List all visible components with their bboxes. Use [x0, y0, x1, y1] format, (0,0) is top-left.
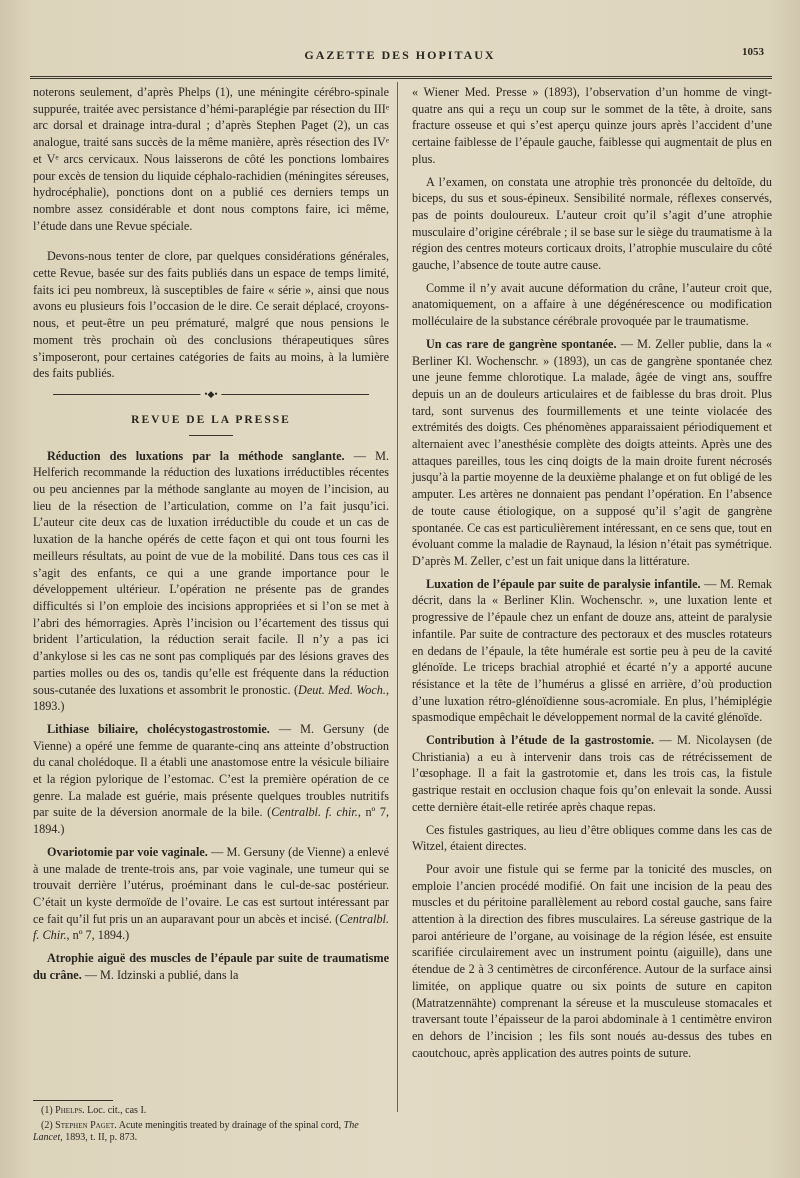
footnote-1: (1) Phelps. Loc. cit., cas I. — [41, 1105, 147, 1116]
footnote-author: Stephen Paget — [55, 1119, 115, 1131]
article-luxation-epaule — [412, 576, 772, 726]
journal-reference: Centralbl. f. Chir. — [33, 911, 389, 943]
article-body: — M. Zeller publie, dans la « Berliner Kl. Wochenschr. » (1893), un cas de gangrène spontanée chez une jeune femme chlorotique. La malade, âgée de vingt ans, souffre depuis un an de douleurs articulaires et de faiblesse du bras droit. Plus tard, sont survenus des fourmillements et une teinte violacée des extrémités des doigts. Ces phénomènes apparaissaient périodiquement et alternaient avec l’anesthésie complète des doigts atteints. Après une des attaques pareilles, tous les cinq doigts de la main droite furent nécrosés jusqu’à la partie moyenne de la deuxième phalange et on fut obligé de les amputer. Les artères ne donnaient pas pendant l’opération. En l’absence de toute cause étiologique, on a supposé qu’il s’agit de gangrène spontanée. Ce cas est particulièrement intéressant, en ce sens que, tout en évoluant comme la maladie de Raynaud, la lésion n’était pas symétrique. D’après M. Zeller, c’est un fait unique dans la littérature. — [412, 336, 773, 568]
article-title: Luxation de l’épaule par suite de paralysie infantile. — [426, 576, 701, 591]
article-body: — M. Gersuny (de Vienne) a enlevé à une malade de trente-trois ans, par voie vaginale, une tumeur qui se trouvait derrière l’utérus, proéminant dans le cul-de-sac postérieur. C’était un kyste dermoïde de l’ovaire. Le cas est surtout intéressant par ce fait qu’il fut pris un an auparavant pour un abcès et incisé. ( — [33, 844, 389, 926]
article-gastrostomie — [412, 732, 772, 816]
journal-reference: Deut. Med. Woch. — [298, 682, 386, 697]
article-lithiase: Lithiase biliaire, cholécystogastrostomie. — M. Gersuny (de Vienne) a opéré une femme de quarante-cinq ans atteinte d’obstruction du canal cholédoque. Il a établi une anastomose entre la vésicule biliaire et la région pylorique de l’estomac. C’est la première opération de ce genre. La malade est guérie, mais présente quelques troubles nutritifs par suite de la déversion anormale de la bile. (Centralbl. f. chir., nº 7, 1894.) — [33, 721, 390, 837]
ornament-dots-icon: •◆• — [200, 390, 221, 399]
running-title: GAZETTE DES HOPITAUX — [304, 48, 496, 62]
column-divider — [397, 82, 398, 1112]
article-title: Contribution à l’étude de la gastrostomie. — [426, 733, 655, 748]
article-body: — M. Helferich recommande la réduction des luxations irréductibles récentes ou peu anciennes par la méthode sanglante au moyen de l’incision, au lieu de la résection de l’articulation, comme on l’a fait jusqu’ici. L’auteur cite deux cas de luxation irréductible du coude et un cas de luxation de la hanche opérés de cette façon et qui ont tous fourni les meilleurs résultats, au point de vue de la mobilité. Dans tous ces cas il s’agit des enfants, ce qui a une grande importance pour le développement ultérieur. L’opération ne présente pas de grandes difficultés si l’on emploie des incisions appropriées et si l’on se met à l’abri des hémorragies. Après l’incision ou l’écartement des tissus qui brident l’articulation, la réduction serait facile. Il n’y a pas ici d’ankylose si les cas ne sont pas compliqués par des lésions graves des parties molles ou des os, tandis qu’elle est fréquente dans la réduction sous-cutanée des luxations et assombrit le pronostic. ( — [33, 448, 389, 697]
header-double-rule — [30, 76, 772, 79]
section-ornament — [53, 388, 369, 402]
paragraph: « Wiener Med. Presse » (1893), l’observation d’un homme de vingt-quatre ans qui a reçu un coup sur le sommet de la tête, à droite, sans fracture osseuse et qui s’est aperçu quinze jours après l’accident d’une certaine faiblesse de l’épaule gauche, faiblesse qui augmentait de plus en plus. — [412, 85, 772, 166]
section-heading: REVUE DE LA PRESSE — [131, 413, 291, 426]
article-title: Un cas rare de gangrène spontanée. — [426, 336, 617, 351]
paragraph: noterons seulement, d’après Phelps (1), une méningite cérébro-spinale suppurée, traitée avec persistance d’hémi-paraplégie par résection du IIIᵉ arc dorsal et drainage intra-dural ; d’après Stephen Paget (2), un cas analogue, traité sans succès de la même manière, après résection des IVᵉ et Vᵉ arcs cervicaux. Nous laisserons de côté les ponctions lombaires pour excès de tension du liquide céphalo-rachidien (méningites séreuses, hydrocéphalie), ponctions dont on a publié ces derniers temps un nombre assez considérable et dont nous comptons faire, ici même, l’étude dans une Revue spéciale. — [33, 85, 389, 233]
footnote-author: Phelps — [55, 1105, 83, 1116]
footnote-rule — [33, 1100, 113, 1101]
left-column — [33, 84, 389, 989]
article-body: — M. Nicolaysen (de Christiania) a eu à intervenir dans trois cas de rétrécissement de l’œsophage. Il a fait la gastrotomie et, dans les trois cas, la fistule gastrique restait en occlusion chaque fois qu’on enlevait la sonde. Aussi cette dernière était-elle retirée après chaque repas. — [412, 733, 773, 814]
paragraph: Pour avoir une fistule qui se ferme par la tonicité des muscles, on emploie l’ancien procédé modifié. On fait une incision de la peau des muscles et du péritoine parallèlement au rebord costal gauche, sans faire attention à la direction des fibres musculaires. La séreuse gastrique de la paroi antérieure de l’organe, au voisinage de la région lésée, est ensuite scarifiée circulairement avec un instrument pointu (aiguille), dans une étendue de 2 à 3 centimètres de circonférence. Autour de la surface ainsi limitée, on applique quatre ou six points de suture en capiton (Matratzennähte) comprenant la séreuse et la musculeuse stomacales et traversant toute l’épaisseur de la paroi abdominale à 1 centimètre environ en dehors de l’incision ; les fils sont noués au-dessus des tubes en caoutchouc, après application des autres points de suture. — [412, 861, 772, 1060]
article-title: Ovariotomie par voie vaginale. — [47, 844, 208, 859]
paragraph: Devons-nous tenter de clore, par quelques considérations générales, cette Revue, basée sur des faits publiés dans un espace de temps limité, faits ici peu nombreux, là susceptibles de faire « série », ainsi que nous avons eu plusieurs fois l’occasion de le dire. Ce serait déplacé, croyons-nous, et peut-être un peu prématuré, malgré que nous pensions le moment très prochain où des conclusions thérapeutiques sûres s’imposeront, pour certaines catégories de faits au moins, à la lumière des faits publiés. — [33, 249, 389, 381]
article-title: Réduction des luxations par la méthode sanglante. — [47, 448, 345, 463]
article-title: Lithiase biliaire, cholécystogastrostomie. — [47, 721, 270, 736]
journal-reference: Centralbl. f. chir. — [271, 805, 358, 820]
article-atrophie — [33, 950, 389, 983]
paragraph: Ces fistules gastriques, au lieu d’être obliques comme dans les cas de Witzel, étaient directes. — [412, 822, 772, 854]
page-header — [30, 46, 770, 68]
article-body: — M. Remak décrit, dans la « Berliner Klin. Wochenschr. », une luxation lente et progressive de l’épaule chez un enfant de douze ans, atteint de paralysie infantile. Par suite de contracture des pectoraux et des muscles rotateurs en dedans de l’épaule, la tête humérale est sortie peu à peu de la cavité glénoïde. Le triceps brachial atrophié et écarté n’y a apporté aucune résistance et la tête de l’humérus a glissé en arrière, d’où production d’une luxation rétro-glénoïdienne sous-acromiale. En plus, l’hémiplégie spasmodique empêchait le développement normal de la cavité glénoïde. — [412, 576, 773, 725]
article-body: — M. Idzinski a publié, dans la — [81, 967, 239, 982]
page-number: 1053 — [742, 46, 764, 58]
footnotes — [33, 1100, 389, 1147]
article-gangrene — [412, 336, 772, 570]
article-body: — M. Gersuny (de Vienne) a opéré une femme de quarante-cinq ans atteinte d’obstruction du canal cholédoque. Il a établi une anastomose entre la vésicule biliaire et la région pylorique de l’estomac. C’est la première opération de ce genre. La malade est guérie, mais présente quelques troubles nutritifs par suite de la déversion anormale de la bile. ( — [33, 721, 389, 820]
footnote-2: (2) Stephen Paget. Acute meningitis treated by drainage of the spinal cord, The Lancet, 1893, t. II, p. 873. — [33, 1119, 359, 1143]
article-title: Atrophie aiguë des muscles de l’épaule par suite de traumatisme du crâne. — [33, 951, 389, 982]
article-luxations: Réduction des luxations par la méthode sanglante. — M. Helferich recommande la réduction des luxations irréductibles récentes ou peu anciennes par la méthode sanglante au moyen de l’incision, au lieu de la résection de l’articulation, comme on l’a fait jusqu’ici. L’auteur cite deux cas de luxation irréductible du coude et un cas de luxation de la hanche opérés de cette façon et qui ont tous fourni les meilleurs résultats, au point de vue de la mobilité. Dans tous ces cas il s’agit des enfants, ce qui a une grande importance pour le développement ultérieur. L’opération ne présente pas de grandes difficultés si l’on emploie des incisions appropriées et si l’on se met à l’abri des hémorragies. Après l’incision ou l’écartement des tissus qui brident l’articulation, la réduction serait facile. Il n’y a pas ici d’ankylose si les cas ne sont pas compliqués par des lésions graves des parties molles ou des os, tandis qu’elle est fréquente dans la réduction sous-cutanée des luxations et assombrit le pronostic. (Deut. Med. Woch., 1893.) — [33, 448, 389, 714]
article-ovariotomie: Ovariotomie par voie vaginale. — M. Gersuny (de Vienne) a enlevé à une malade de trente-trois ans, par voie vaginale, une tumeur qui se trouvait derrière l’utérus, proéminant dans le cul-de-sac postérieur. C’était un kyste dermoïde de l’ovaire. Le cas est surtout intéressant par ce fait qu’il fut pris un an auparavant pour un abcès et incisé. (Centralbl. f. Chir., nº 7, 1894.) — [33, 844, 389, 943]
paragraph: A l’examen, on constata une atrophie très prononcée du deltoïde, du biceps, du sus et sous-épineux. Sensibilité normale, réflexes conservés, pas de points douloureux. L’auteur croit qu’il s’agit d’une atrophie musculaire d’origine cérébrale ; il se base sur le siège du traumatisme à la région des centres moteurs corticaux droits, l’atrophie musculaire du côté gauche, l’absence de toute autre cause. — [412, 174, 772, 273]
right-column — [412, 84, 772, 1067]
short-rule — [189, 435, 233, 436]
footnote-journal: The Lancet — [33, 1119, 359, 1143]
paragraph: Comme il n’y avait aucune déformation du crâne, l’auteur croit que, anatomiquement, on a affaire à une dégénérescence ou modification molléculaire de la substance cérébrale provoquée par le traumatisme. — [412, 280, 772, 329]
